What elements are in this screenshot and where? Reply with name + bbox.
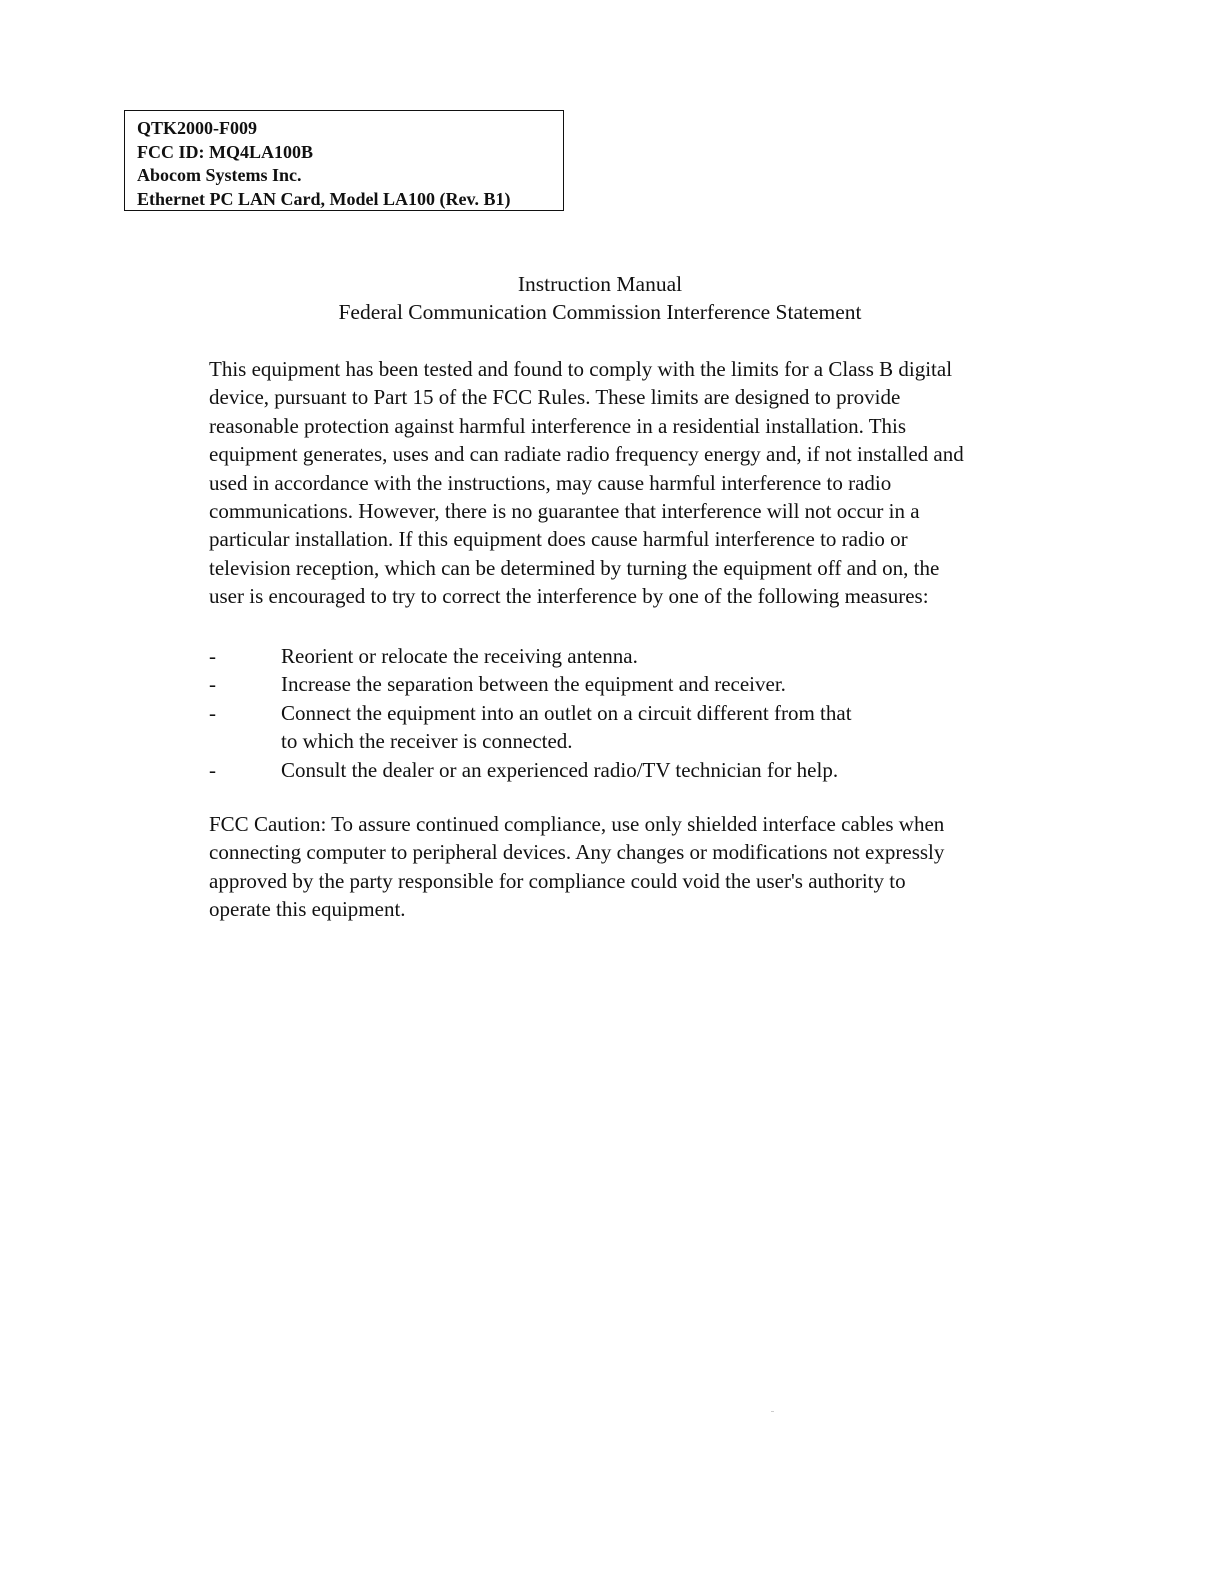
measure-line: to which the receiver is connected. bbox=[281, 729, 573, 754]
report-number: QTK2000-F009 bbox=[137, 118, 257, 138]
statement-line: This equipment has been tested and found to comply with the limits for a Class B digital bbox=[209, 357, 953, 381]
fcc-id-box bbox=[124, 110, 564, 211]
list-item bbox=[209, 699, 1069, 756]
statement-line: particular installation. If this equipment does cause harmful interference to radio or bbox=[209, 527, 908, 552]
statement-line: television reception, which can be determined by turning the equipment off and on, the bbox=[209, 555, 940, 580]
statement-line: reasonable protection against harmful interference in a residential installation. This bbox=[209, 413, 907, 438]
measure-line: Increase the separation between the equipment and receiver. bbox=[281, 672, 786, 697]
measure-line: Connect the equipment into an outlet on a circuit different from that bbox=[281, 700, 852, 725]
list-bullet: - bbox=[209, 672, 216, 697]
statement-line: user is encouraged to try to correct the interference by one of the following measures: bbox=[209, 584, 929, 609]
caution-line: FCC Caution: To assure continued compliance, use only shielded interface cables when bbox=[209, 812, 945, 836]
measure-line: Consult the dealer or an experienced radio/TV technician for help. bbox=[281, 757, 839, 782]
interference-statement bbox=[209, 355, 1069, 611]
list-item bbox=[209, 642, 1069, 670]
list-bullet: - bbox=[209, 644, 216, 668]
statement-line: device, pursuant to Part 15 of the FCC Rules. These limits are designed to provide bbox=[209, 385, 901, 410]
statement-line: communications. However, there is no guarantee that interference will not occur in a bbox=[209, 499, 920, 524]
list-item bbox=[209, 756, 1069, 784]
fcc-id: FCC ID: MQ4LA100B bbox=[137, 141, 313, 162]
product-name: Ethernet PC LAN Card, Model LA100 (Rev. B1) bbox=[137, 188, 511, 209]
document-subtitle: Federal Communication Commission Interference Statement bbox=[338, 300, 862, 324]
caution-line: operate this equipment. bbox=[209, 897, 406, 922]
statement-line: used in accordance with the instructions, may cause harmful interference to radio bbox=[209, 470, 892, 495]
list-bullet: - bbox=[209, 700, 216, 725]
list-item bbox=[209, 670, 1069, 698]
measures-list bbox=[209, 642, 1069, 784]
document-title: Instruction Manual bbox=[517, 272, 683, 296]
measure-line: Reorient or relocate the receiving antenna. bbox=[281, 644, 638, 668]
scan-speck bbox=[771, 1411, 774, 1412]
caution-line: connecting computer to peripheral devices. Any changes or modifications not expressly bbox=[209, 840, 945, 865]
caution-line: approved by the party responsible for compliance could void the user's authority to bbox=[209, 868, 906, 893]
statement-line: equipment generates, uses and can radiate radio frequency energy and, if not installed and bbox=[209, 442, 964, 467]
list-bullet: - bbox=[209, 757, 216, 782]
fcc-caution bbox=[209, 810, 1069, 924]
company-name: Abocom Systems Inc. bbox=[137, 165, 302, 185]
